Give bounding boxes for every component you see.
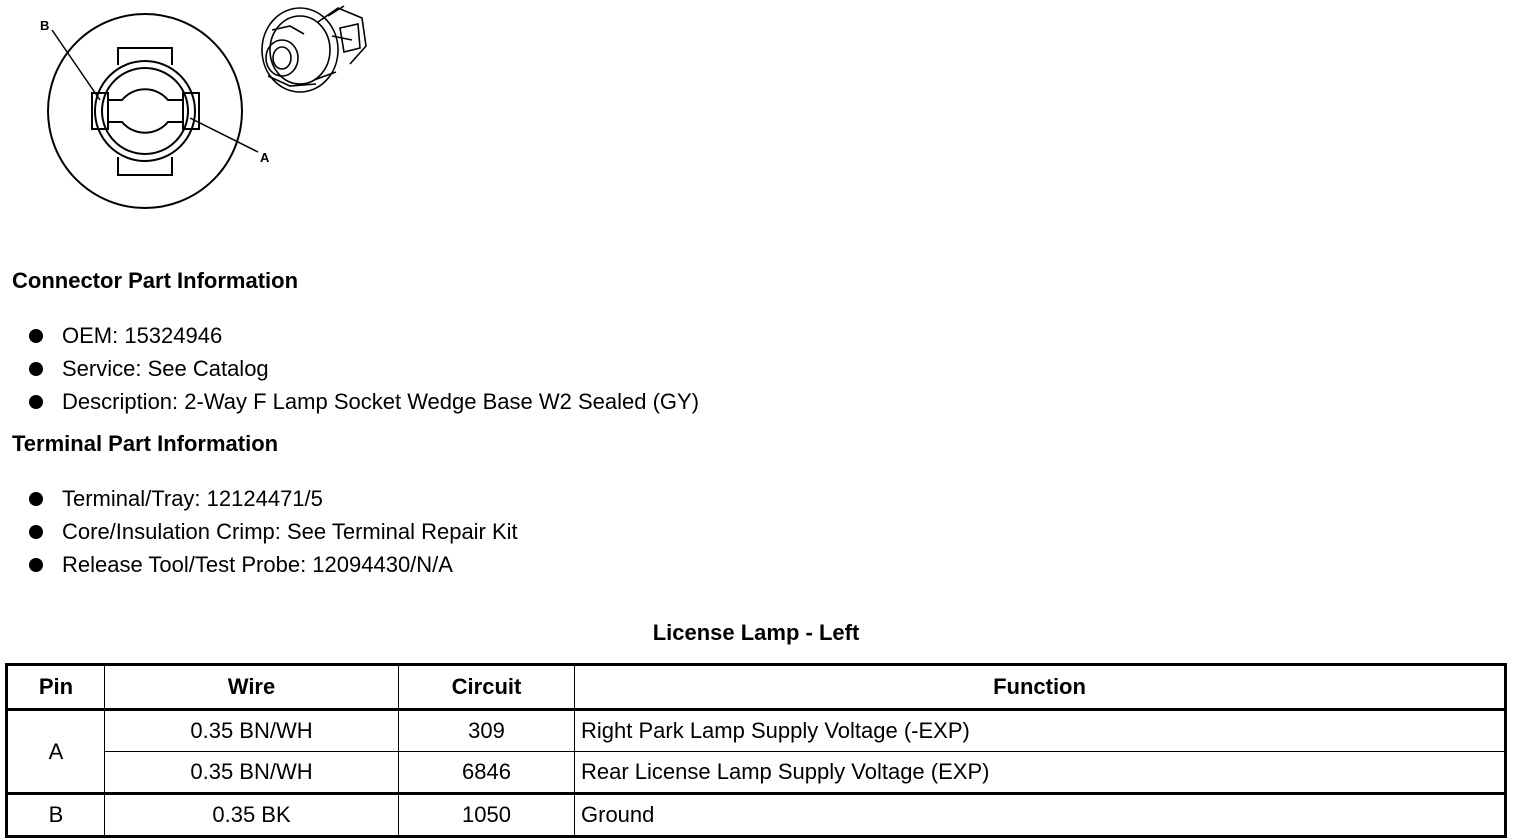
pinout-table bbox=[5, 663, 1507, 838]
pin-a-label: A bbox=[260, 150, 270, 165]
function-cell: Rear License Lamp Supply Voltage (EXP) bbox=[575, 752, 1506, 794]
terminal-release-tool: Release Tool/Test Probe: 12094430/N/A bbox=[62, 552, 453, 577]
wire-cell: 0.35 BN/WH bbox=[105, 710, 399, 752]
header-function: Function bbox=[575, 665, 1506, 710]
bullet-icon bbox=[29, 525, 43, 539]
list-item bbox=[28, 482, 518, 515]
header-wire: Wire bbox=[105, 665, 399, 710]
function-cell: Ground bbox=[575, 794, 1506, 837]
terminal-crimp: Core/Insulation Crimp: See Terminal Repair Kit bbox=[62, 519, 518, 544]
terminal-part-heading: Terminal Part Information bbox=[12, 431, 279, 456]
connector-service: Service: See Catalog bbox=[62, 356, 269, 381]
table-header-row bbox=[7, 665, 1506, 710]
connector-oem: OEM: 15324946 bbox=[62, 323, 223, 348]
connector-3d-sketch bbox=[262, 6, 366, 92]
connector-description: Description: 2-Way F Lamp Socket Wedge Base W2 Sealed (GY) bbox=[62, 389, 700, 414]
terminal-part-list bbox=[28, 482, 518, 581]
wire-cell: 0.35 BK bbox=[105, 794, 399, 837]
bullet-icon bbox=[29, 395, 43, 409]
table-row bbox=[7, 710, 1506, 752]
table-title: License Lamp - Left bbox=[652, 620, 860, 645]
function-cell: Right Park Lamp Supply Voltage (-EXP) bbox=[575, 710, 1506, 752]
terminal-tray: Terminal/Tray: 12124471/5 bbox=[62, 486, 323, 511]
pin-cell: A bbox=[7, 710, 105, 794]
bullet-icon bbox=[29, 492, 43, 506]
pin-cell: B bbox=[7, 794, 105, 837]
bullet-icon bbox=[29, 362, 43, 376]
circuit-cell: 309 bbox=[399, 710, 575, 752]
bullet-icon bbox=[29, 329, 43, 343]
list-item bbox=[28, 515, 518, 548]
list-item bbox=[28, 548, 518, 581]
connector-part-heading: Connector Part Information bbox=[12, 268, 299, 293]
connector-face-diagram bbox=[0, 0, 400, 220]
connector-part-list bbox=[28, 319, 699, 418]
list-item bbox=[28, 352, 699, 385]
header-pin: Pin bbox=[7, 665, 105, 710]
header-circuit: Circuit bbox=[399, 665, 575, 710]
circuit-cell: 6846 bbox=[399, 752, 575, 794]
table-row bbox=[7, 752, 1506, 794]
wire-cell: 0.35 BN/WH bbox=[105, 752, 399, 794]
pin-b-label: B bbox=[40, 18, 50, 33]
list-item bbox=[28, 319, 699, 352]
list-item bbox=[28, 385, 699, 418]
circuit-cell: 1050 bbox=[399, 794, 575, 837]
table-row bbox=[7, 794, 1506, 837]
bullet-icon bbox=[29, 558, 43, 572]
